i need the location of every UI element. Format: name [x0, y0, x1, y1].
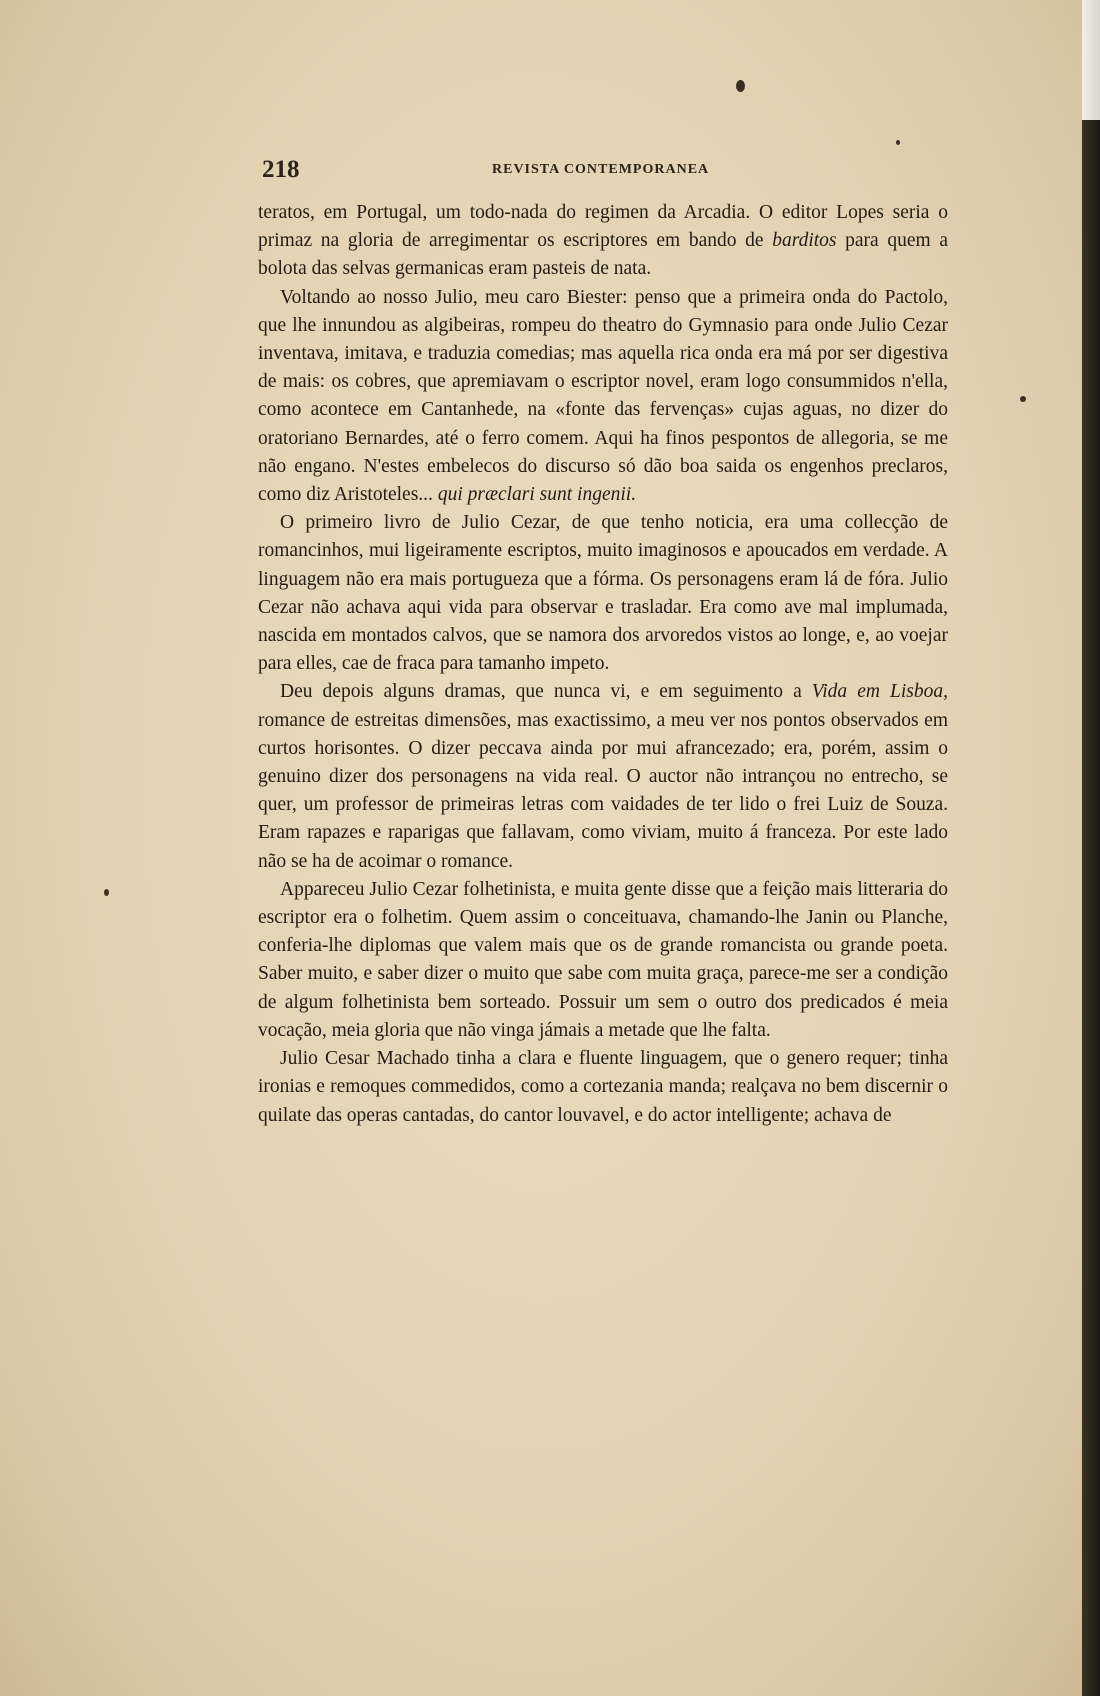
running-title: REVISTA CONTEMPORANEA — [492, 162, 710, 177]
text-run: Julio Cesar Machado tinha a clara e fluente linguagem, que o genero requer; tinha ironias e remoques commedidos, como a cortezania manda; realçava no bem discernir o quilate das operas cantadas, do cantor louvavel, e do actor intelligente; achava de — [258, 1048, 948, 1126]
book-spine — [1082, 0, 1100, 1696]
paragraph — [258, 876, 948, 1045]
text-run: teratos, em Portugal, um todo-nada do regimen da Arcadia. O editor Lopes seria o primaz na gloria de arregimentar os escriptores em bando de — [258, 202, 948, 252]
ink-spot — [736, 80, 745, 92]
ink-spot — [1020, 396, 1026, 402]
text-run: Deu depois alguns dramas, que nunca vi, e em seguimento a — [280, 681, 812, 703]
paragraph — [258, 678, 948, 875]
paragraph — [258, 1045, 948, 1130]
paragraph — [258, 284, 948, 510]
page-edge — [1082, 0, 1100, 120]
italic-text: barditos — [772, 230, 837, 252]
body-text — [258, 199, 948, 1130]
text-run: Appareceu Julio Cezar folhetinista, e muita gente disse que a feição mais litteraria do escriptor era o folhetim. Quem assim o conceituava, chamando-lhe Janin ou Planche, conferia-lhe diplomas que valem mais que os de grande romancista ou grande poeta. Saber muito, e saber dizer o muito que sabe com muita graça, parece-me ser a condição de algum folhetinista bem sorteado. Possuir um sem o outro dos predicados é meia vocação, meia gloria que não vinga jámais a metade que lhe falta. — [258, 878, 948, 1041]
paragraph — [258, 509, 948, 678]
text-run: O primeiro livro de Julio Cezar, de que tenho noticia, era uma collecção de romancinhos, mui ligeiramente escriptos, muito imaginosos e apoucados em verdade. A linguagem não era mais portugueza que a fórma. Os personagens eram lá de fóra. Julio Cezar não achava aqui vida para observar e trasladar. Era como ave mal implumada, nascida em montados calvos, que se namora dos arvoredos vistos ao longe, e, ao voejar para elles, cae de fraca para tamanho impeto. — [258, 512, 948, 675]
ink-spot — [896, 140, 900, 145]
text-run: para quem a bolota das selvas germanicas eram pasteis de nata. — [258, 230, 948, 280]
italic-text: Vida em Lisboa, — [811, 681, 948, 703]
italic-text: qui præclari sunt ingenii. — [437, 484, 637, 506]
ink-spot — [104, 889, 109, 896]
text-run: romance de estreitas dimensões, mas exactissimo, a meu ver nos pontos observados em curtos horisontes. O dizer peccava ainda por mui afrancezado; era, porém, assim o genuino dizer dos personagens na vida real. O auctor não intrançou no entrecho, se quer, um professor de primeiras letras com vaidades de ter lido o frei Luiz de Souza. Eram rapazes e raparigas que fallavam, como viviam, muito á franceza. Por este lado não se ha de acoimar o romance. — [258, 709, 948, 872]
text-run: Voltando ao nosso Julio, meu caro Biester: penso que a primeira onda do Pactolo, que lhe innundou as algibeiras, rompeu do theatro do Gymnasio para onde Julio Cezar inventava, imitava, e traduzia comedias; mas aquella rica onda era má por ser digestiva de mais: os cobres, que apremiavam o escriptor novel, eram logo consummidos n'ella, como acontece em Cantanhede, na «fonte das fervenças» cujas aguas, no dizer do oratoriano Bernardes, até o ferro comem. Aqui ha finos pespontos de allegoria, se me não engano. N'estes embelecos do discurso só dão boa saida os engenhos preclaros, como diz Aristoteles... — [258, 286, 948, 506]
page-number: 218 — [262, 156, 300, 183]
page-header — [262, 152, 952, 188]
paragraph — [258, 199, 948, 284]
